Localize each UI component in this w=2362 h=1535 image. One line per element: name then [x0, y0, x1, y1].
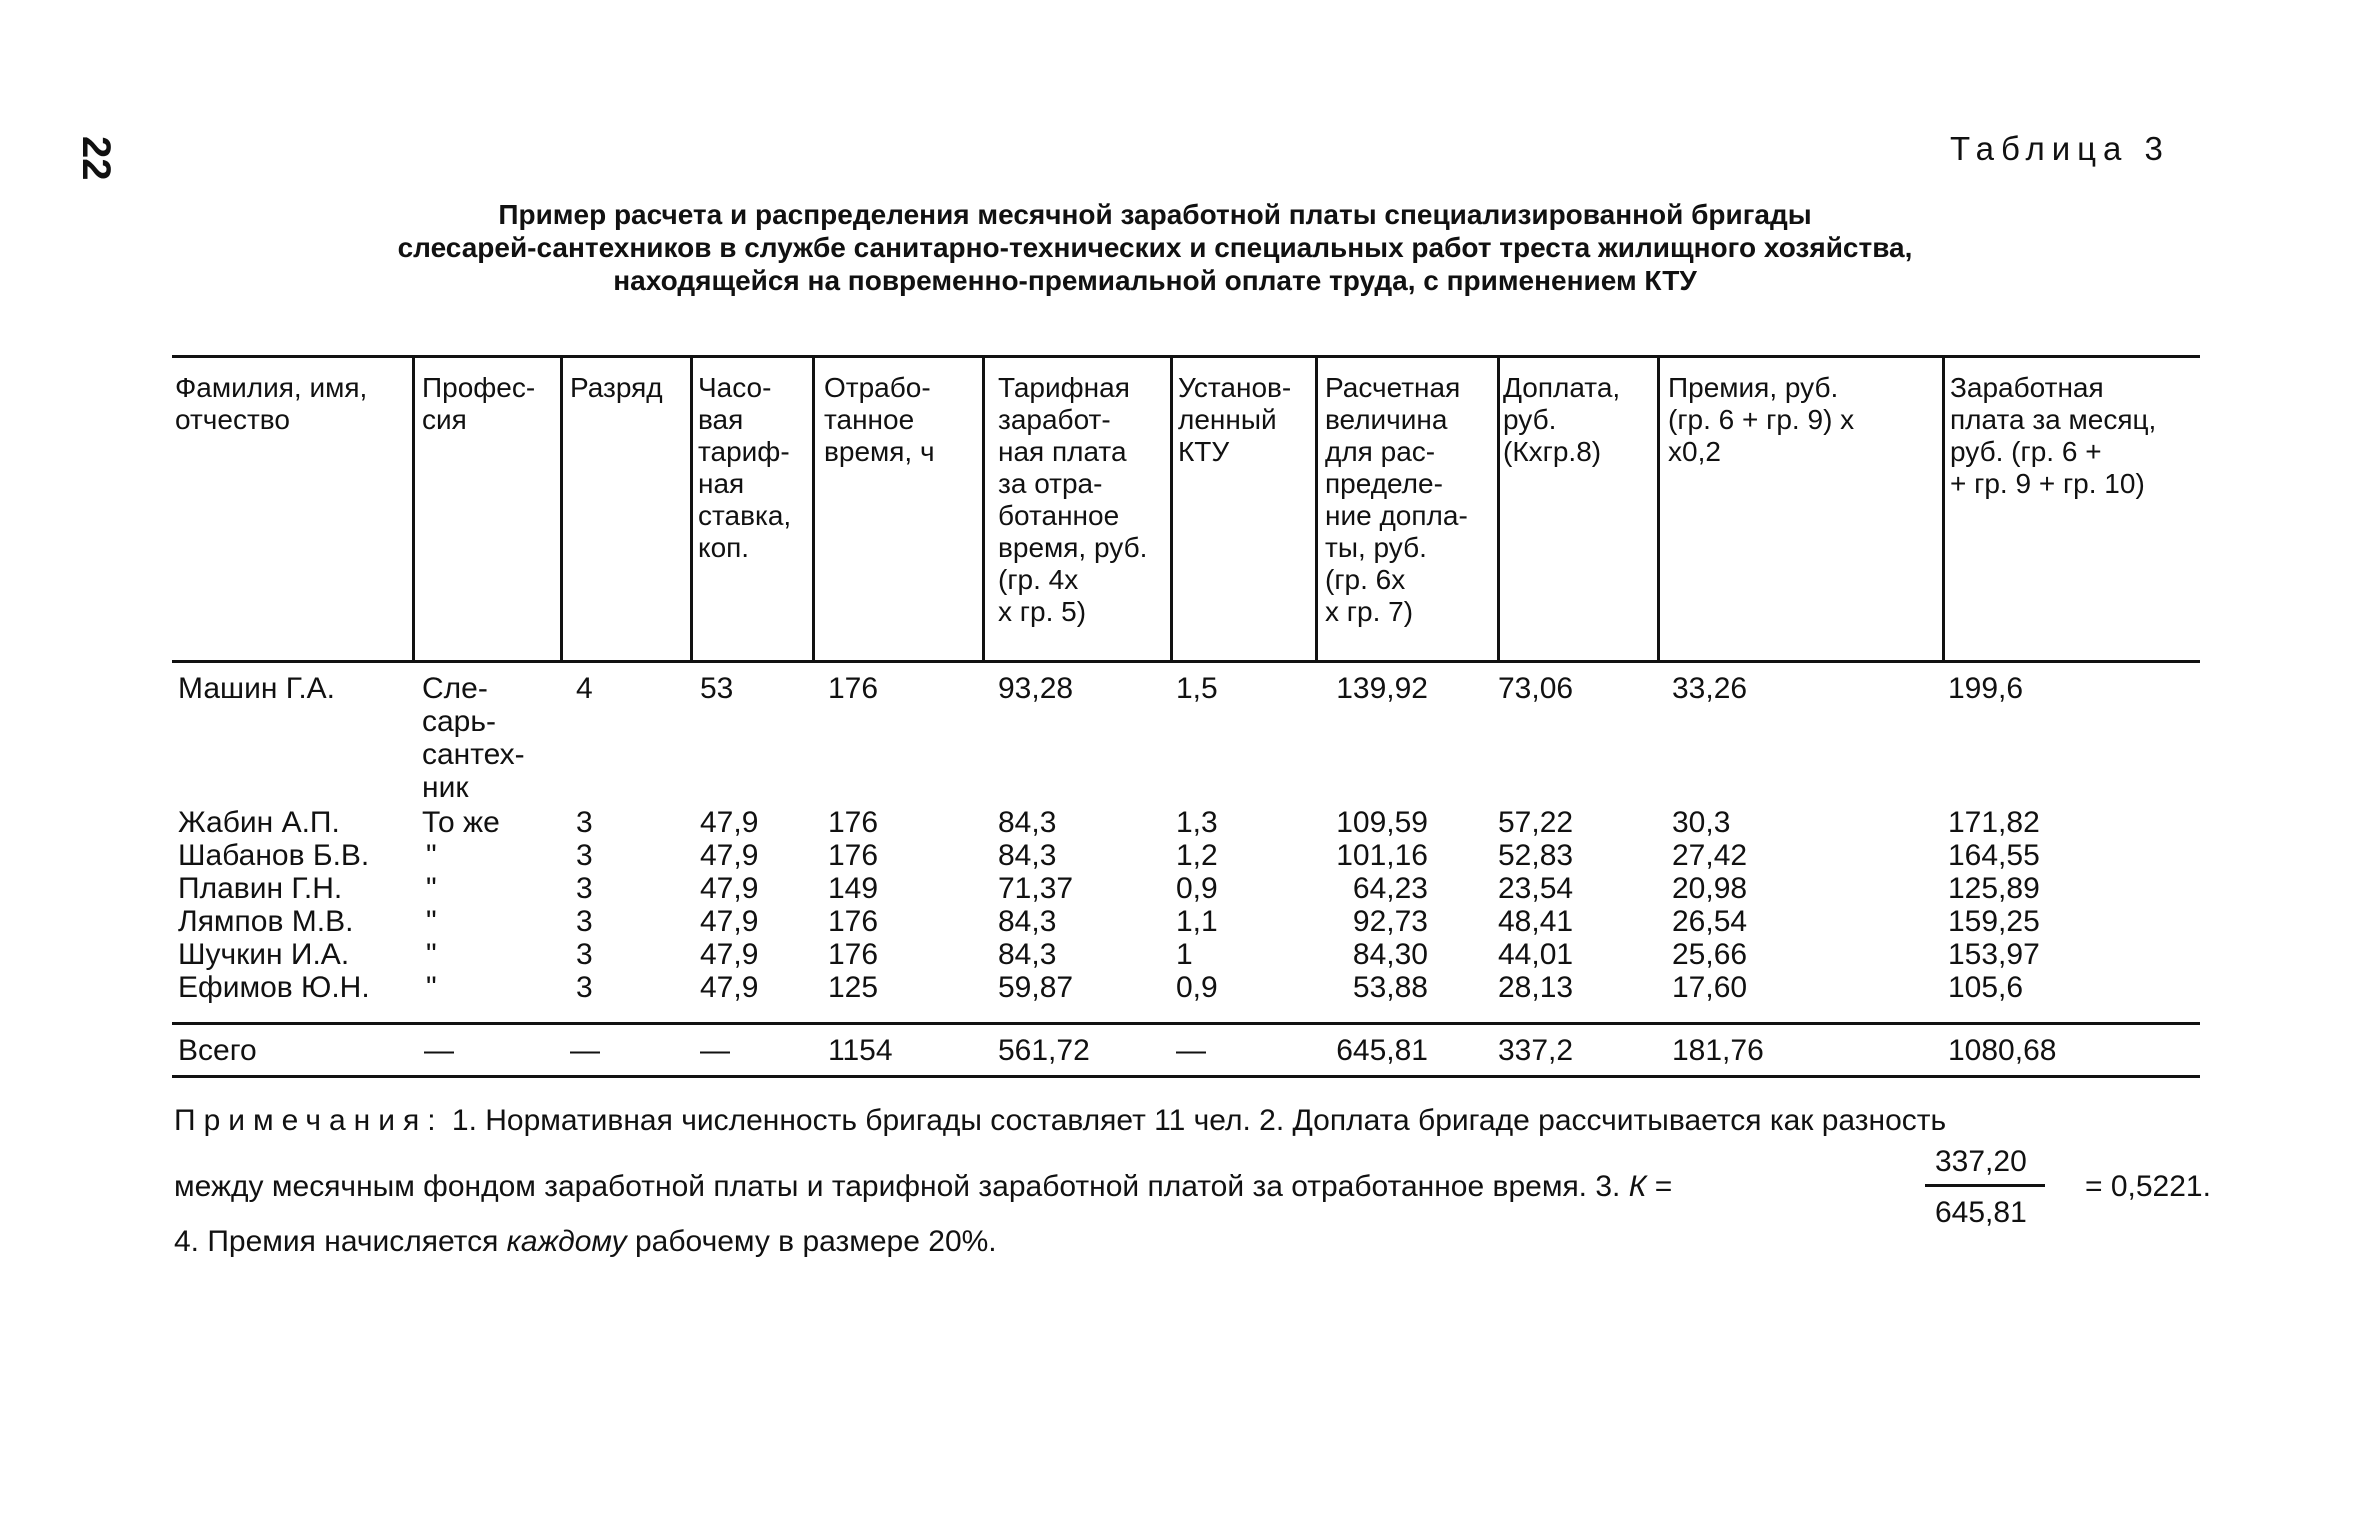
- cell-grade: 3: [576, 872, 593, 905]
- total-hours: 1154: [828, 1034, 893, 1067]
- cell-grade: 4: [576, 672, 593, 705]
- cell-bonus: 25,66: [1672, 938, 1748, 971]
- notes-text: 1. Нормативная численность бригады составляет 11 чел. 2. Доплата бригаде рассчитывается как разность: [443, 1104, 1947, 1137]
- cell-name: Машин Г.А.: [178, 672, 336, 705]
- cell-calc: 109,59: [1336, 806, 1428, 839]
- cell-rate: 47,9: [700, 839, 759, 872]
- fraction-numerator: 337,20: [1935, 1145, 2027, 1178]
- cell-name: Шучкин И.А.: [178, 938, 350, 971]
- cell-name: Жабин А.П.: [178, 806, 340, 839]
- cell-tariff-pay: 84,3: [998, 839, 1057, 872]
- cell-name: Шабанов Б.В.: [178, 839, 370, 872]
- cell-hours: 176: [828, 672, 879, 705]
- cell-calc: 84,30: [1352, 938, 1428, 971]
- notes-text: между месячным фондом заработной платы и тарифной заработной платой за отработанное время. 3.: [174, 1170, 1629, 1203]
- cell-rate: 47,9: [700, 905, 759, 938]
- formula-eq: =: [1646, 1170, 1673, 1203]
- cell-tariff-pay: 84,3: [998, 938, 1057, 971]
- header-profession: Профес- сия: [422, 372, 536, 435]
- total-extra: 337,2: [1498, 1034, 1574, 1067]
- cell-hours: 176: [828, 839, 879, 872]
- cell-ktu: 1,1: [1176, 905, 1218, 938]
- cell-extra: 73,06: [1498, 672, 1574, 705]
- cell-profession: То же: [422, 806, 500, 839]
- col-divider: [1315, 355, 1318, 660]
- cell-bonus: 17,60: [1672, 971, 1748, 1004]
- col-divider: [812, 355, 815, 660]
- cell-hours: 176: [828, 806, 879, 839]
- col-divider: [1942, 355, 1945, 660]
- cell-tariff-pay: 84,3: [998, 806, 1057, 839]
- cell-ktu: 0,9: [1176, 971, 1218, 1004]
- notes-line-3: 4. Премия начисляется каждому рабочему в размере 20%.: [174, 1225, 997, 1258]
- header-rate: Часо- вая тариф- ная ставка, коп.: [698, 372, 792, 563]
- cell-calc: 139,92: [1336, 672, 1428, 705]
- total-grade: —: [570, 1034, 600, 1067]
- cell-calc: 92,73: [1352, 905, 1428, 938]
- cell-tariff-pay: 93,28: [998, 672, 1074, 705]
- fraction-bar: [1925, 1184, 2045, 1187]
- col-divider: [560, 355, 563, 660]
- cell-extra: 52,83: [1498, 839, 1574, 872]
- cell-total: 159,25: [1948, 905, 2040, 938]
- cell-grade: 3: [576, 938, 593, 971]
- col-divider: [412, 355, 415, 660]
- cell-bonus: 20,98: [1672, 872, 1748, 905]
- cell-extra: 23,54: [1498, 872, 1574, 905]
- total-ktu: —: [1176, 1034, 1206, 1067]
- cell-name: Лямпов М.В.: [178, 905, 354, 938]
- cell-extra: 28,13: [1498, 971, 1574, 1004]
- notes-label: Примечания:: [174, 1104, 444, 1137]
- cell-rate: 47,9: [700, 806, 759, 839]
- total-tariff-pay: 561,72: [998, 1034, 1090, 1067]
- cell-profession: ": [426, 938, 437, 971]
- col-divider: [1170, 355, 1173, 660]
- cell-bonus: 26,54: [1672, 905, 1748, 938]
- cell-ktu: 0,9: [1176, 872, 1218, 905]
- header-name: Фамилия, имя, отчество: [175, 372, 368, 435]
- cell-total: 125,89: [1948, 872, 2040, 905]
- cell-tariff-pay: 84,3: [998, 905, 1057, 938]
- table-label: Таблица 3: [1950, 130, 2170, 167]
- table-title: [260, 198, 2050, 297]
- cell-calc: 101,16: [1336, 839, 1428, 872]
- header-ktu: Установ- ленный КТУ: [1178, 372, 1292, 467]
- cell-name: Ефимов Ю.Н.: [178, 971, 370, 1004]
- cell-total: 199,6: [1948, 672, 2024, 705]
- total-rate: —: [700, 1034, 730, 1067]
- cell-calc: 64,23: [1352, 872, 1428, 905]
- title-line: Пример расчета и распределения месячной заработной платы специализированной бригады: [498, 199, 1812, 230]
- cell-total: 105,6: [1948, 971, 2024, 1004]
- cell-tariff-pay: 59,87: [998, 971, 1074, 1004]
- col-divider: [982, 355, 985, 660]
- cell-profession: ": [426, 839, 437, 872]
- cell-ktu: 1,3: [1176, 806, 1218, 839]
- fraction-result: = 0,5221.: [2085, 1170, 2211, 1203]
- header-total: Заработная плата за месяц, руб. (гр. 6 + + гр. 9 + гр. 10): [1950, 372, 2157, 499]
- cell-bonus: 27,42: [1672, 839, 1748, 872]
- cell-ktu: 1,2: [1176, 839, 1218, 872]
- cell-hours: 125: [828, 971, 879, 1004]
- formula-k: К: [1628, 1170, 1647, 1203]
- header-hours: Отрабо- танное время, ч: [824, 372, 935, 467]
- rule-header-bottom: [172, 660, 2200, 663]
- cell-grade: 3: [576, 905, 593, 938]
- cell-profession: ": [426, 971, 437, 1004]
- cell-tariff-pay: 71,37: [998, 872, 1074, 905]
- total-calc: 645,81: [1336, 1034, 1428, 1067]
- cell-rate: 47,9: [700, 971, 759, 1004]
- col-divider: [1497, 355, 1500, 660]
- rule-body-bottom: [172, 1022, 2200, 1025]
- cell-ktu: 1,5: [1176, 672, 1218, 705]
- cell-bonus: 33,26: [1672, 672, 1748, 705]
- col-divider: [690, 355, 693, 660]
- cell-ktu: 1: [1176, 938, 1193, 971]
- page-number: 22: [74, 136, 118, 181]
- notes-emphasis: каждому: [506, 1225, 627, 1258]
- total-total: 1080,68: [1948, 1034, 2057, 1067]
- col-divider: [1657, 355, 1660, 660]
- cell-grade: 3: [576, 806, 593, 839]
- rule-top: [172, 355, 2200, 358]
- total-bonus: 181,76: [1672, 1034, 1764, 1067]
- cell-hours: 176: [828, 905, 879, 938]
- cell-rate: 47,9: [700, 938, 759, 971]
- cell-name: Плавин Г.Н.: [178, 872, 343, 905]
- cell-extra: 44,01: [1498, 938, 1574, 971]
- notes-line-2: [174, 1170, 1672, 1204]
- cell-total: 171,82: [1948, 806, 2040, 839]
- title-line: слесарей-сантехников в службе санитарно-технических и специальных работ треста жилищного хозяйства,: [397, 232, 1913, 263]
- cell-total: 164,55: [1948, 839, 2040, 872]
- rule-total-bottom: [172, 1075, 2200, 1078]
- cell-extra: 48,41: [1498, 905, 1574, 938]
- cell-rate: 47,9: [700, 872, 759, 905]
- cell-bonus: 30,3: [1672, 806, 1731, 839]
- cell-profession: ": [426, 905, 437, 938]
- notes-line-1: [174, 1104, 1946, 1138]
- fraction-denominator: 645,81: [1935, 1196, 2027, 1229]
- cell-rate: 53: [700, 672, 734, 705]
- cell-calc: 53,88: [1352, 971, 1428, 1004]
- cell-profession: Сле- сарь- сантех- ник: [422, 672, 525, 804]
- cell-profession: ": [426, 872, 437, 905]
- cell-grade: 3: [576, 971, 593, 1004]
- header-tariff-pay: Тарифная заработ- ная плата за отра- ботанное время, руб. (гр. 4х х гр. 5): [998, 372, 1148, 627]
- cell-hours: 149: [828, 872, 879, 905]
- total-label: Всего: [178, 1034, 257, 1067]
- total-profession: —: [424, 1034, 454, 1067]
- cell-extra: 57,22: [1498, 806, 1574, 839]
- cell-total: 153,97: [1948, 938, 2040, 971]
- header-bonus: Премия, руб. (гр. 6 + гр. 9) х х0,2: [1668, 372, 1855, 467]
- header-extra: Доплата, руб. (Кхгр.8): [1503, 372, 1621, 467]
- cell-grade: 3: [576, 839, 593, 872]
- cell-hours: 176: [828, 938, 879, 971]
- title-line: находящейся на повременно-премиальной оплате труда, с применением КТУ: [613, 265, 1697, 296]
- header-grade: Разряд: [570, 372, 663, 403]
- header-calc: Расчетная величина для рас- пределе- ние допла- ты, руб. (гр. 6х х гр. 7): [1325, 372, 1468, 627]
